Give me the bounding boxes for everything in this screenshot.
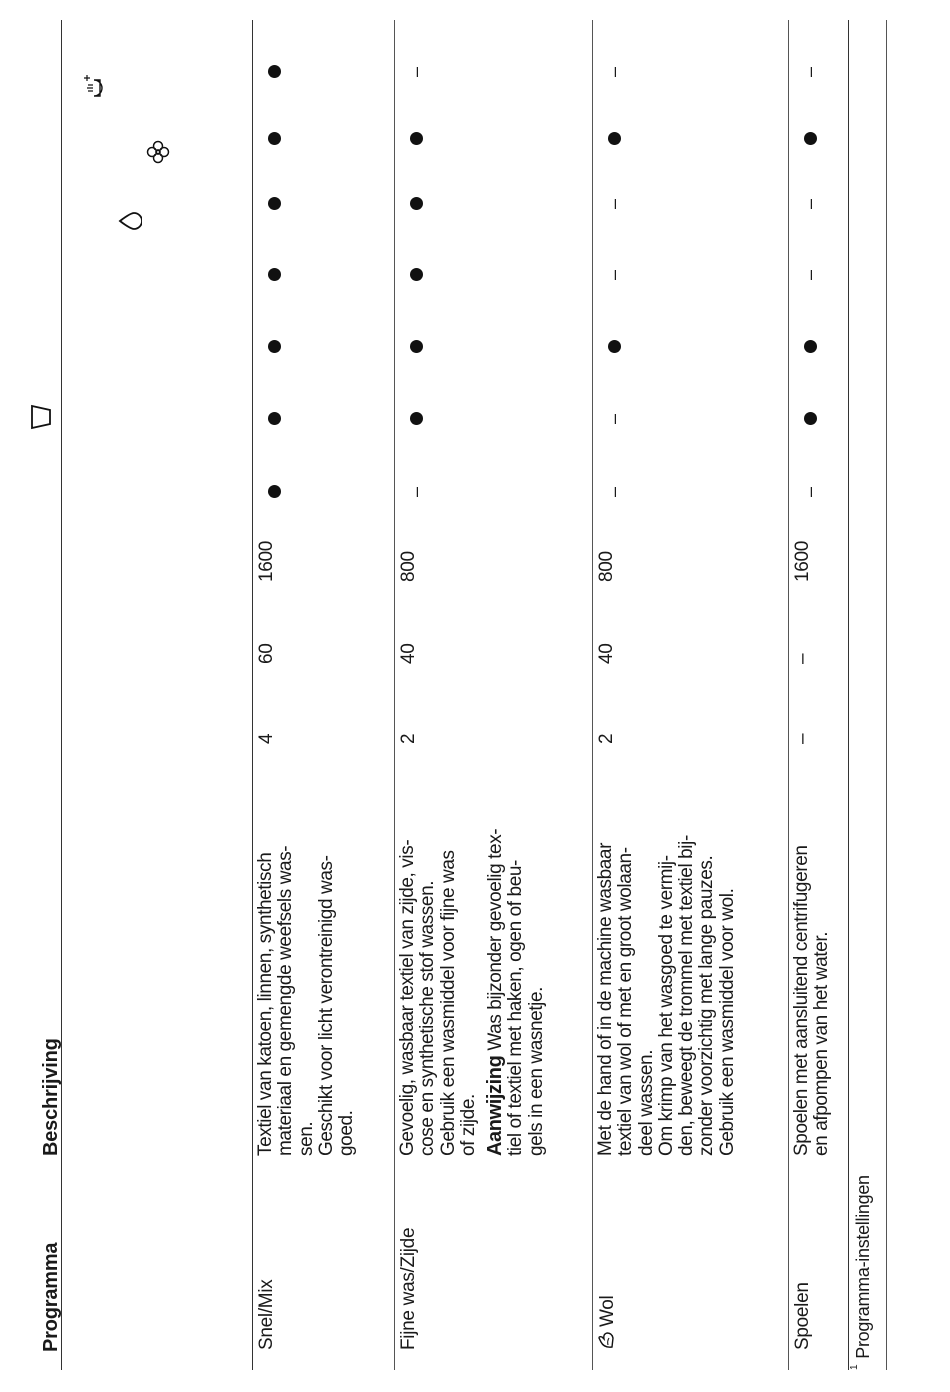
description-line: textiel van wol of met en groot wolaan- [615, 847, 637, 1156]
cell-programma [256, 1280, 278, 1350]
cell-programma [792, 1282, 814, 1350]
cell-temperature: – [792, 653, 813, 664]
option-dash: – [406, 66, 426, 77]
note-text: Was bijzonder gevoelig tex- [485, 828, 507, 1056]
cell-programma [596, 1296, 619, 1350]
option-dot [268, 412, 281, 425]
note-label: Aanwijzing [484, 1055, 507, 1156]
extra-rinse-icon [80, 72, 108, 100]
header-programma: Programma [40, 1242, 62, 1352]
flower-icon [146, 140, 170, 164]
container-icon [28, 402, 54, 432]
option-dot [268, 197, 281, 210]
footnote-rule [886, 20, 887, 1370]
cell-spin-speed: 800 [596, 551, 617, 582]
cell-beschrijving [596, 835, 738, 1156]
option-dash: – [604, 198, 624, 209]
description-line: goed. [336, 1110, 358, 1156]
option-dash: – [800, 486, 820, 497]
option-dot [268, 132, 281, 145]
note-line [485, 829, 506, 1156]
footnote-text: Programma-instellingen [853, 1175, 873, 1359]
option-dash: – [406, 486, 426, 497]
cell-max-load: 4 [256, 733, 277, 744]
cell-temperature: 40 [398, 643, 419, 664]
description-line: en afpompen van het water. [811, 931, 833, 1156]
description-line: Spoelen met aansluitend centrifugeren [791, 845, 812, 1156]
programma-label: Fijne was/Zijde [398, 1227, 419, 1350]
cell-temperature: 40 [596, 643, 617, 664]
option-dash: – [604, 413, 624, 424]
table-rule-bottom [848, 20, 849, 1370]
cell-spin-speed: 800 [398, 551, 419, 582]
table-rule-header [252, 20, 253, 1370]
description-line: of zijde. [457, 1094, 479, 1156]
option-dot [804, 340, 817, 353]
description-line: Gebruik een wasmiddel voor wol. [716, 888, 738, 1156]
description-line: Gebruik een wasmiddel voor fijne was [437, 850, 459, 1156]
description-line: Met de hand of in de machine wasbaar [595, 842, 616, 1156]
cell-temperature: 60 [256, 643, 277, 664]
option-dot [410, 268, 423, 281]
option-dash: – [604, 66, 624, 77]
cell-max-load: – [792, 733, 813, 744]
description-line: Geschikt voor licht verontreinigd was- [315, 855, 337, 1156]
description-line: materiaal en gemengde weefsels was- [275, 845, 297, 1156]
option-dot [268, 340, 281, 353]
option-dash: – [800, 66, 820, 77]
programma-label: Wol [597, 1295, 618, 1327]
table-rule [592, 20, 593, 1370]
description-line: Textiel van katoen, linnen, synthetisch [255, 852, 276, 1156]
drop-icon [118, 210, 142, 232]
footnote [849, 1175, 874, 1370]
programma-label: Snel/Mix [256, 1279, 277, 1350]
option-dot [608, 340, 621, 353]
note-text: gels in een wasnetje. [525, 986, 547, 1156]
header-beschrijving: Beschrijving [40, 1038, 62, 1156]
cell-max-load: 2 [596, 733, 617, 744]
table-rule [394, 20, 395, 1370]
description-line: Om krimp van het wasgoed te vermij- [655, 855, 677, 1156]
description-line: deel wassen. [635, 1049, 657, 1156]
cell-beschrijving [256, 846, 357, 1156]
option-dash: – [604, 486, 624, 497]
cell-spin-speed: 1600 [256, 540, 277, 582]
cell-spin-speed: 1600 [792, 540, 813, 582]
footnote-marker: 1 [849, 1364, 860, 1370]
cell-beschrijving [398, 829, 547, 1156]
option-dot [410, 132, 423, 145]
hand-wash-icon [596, 1330, 616, 1350]
option-dot [410, 340, 423, 353]
table-rule-top [61, 20, 62, 1370]
option-dash: – [800, 269, 820, 280]
cell-programma [398, 1228, 420, 1350]
option-dot [268, 485, 281, 498]
note-line [527, 829, 547, 1156]
option-dot [804, 412, 817, 425]
option-dash: – [604, 269, 624, 280]
note-line [506, 829, 526, 1156]
option-dot [410, 412, 423, 425]
description-line: zonder voorzichtig met lange pauzes. [696, 855, 718, 1156]
programma-label: Spoelen [792, 1282, 813, 1350]
table-rule [788, 20, 789, 1370]
option-dot [410, 197, 423, 210]
cell-max-load: 2 [398, 733, 419, 744]
option-dot [804, 132, 817, 145]
description-line: cose en synthetische stof wassen. [417, 880, 439, 1156]
option-dot [268, 268, 281, 281]
option-dash: – [800, 198, 820, 209]
cell-beschrijving [792, 845, 833, 1156]
option-dot [608, 132, 621, 145]
note-text: tiel of textiel met haken, ogen of beu- [505, 860, 527, 1156]
description-line: Gevoelig, wasbaar textiel van zijde, vis- [397, 839, 418, 1156]
description-line: den, beweegt de trommel met textiel bij- [676, 835, 698, 1156]
description-line: sen. [295, 1121, 317, 1156]
option-dot [268, 65, 281, 78]
